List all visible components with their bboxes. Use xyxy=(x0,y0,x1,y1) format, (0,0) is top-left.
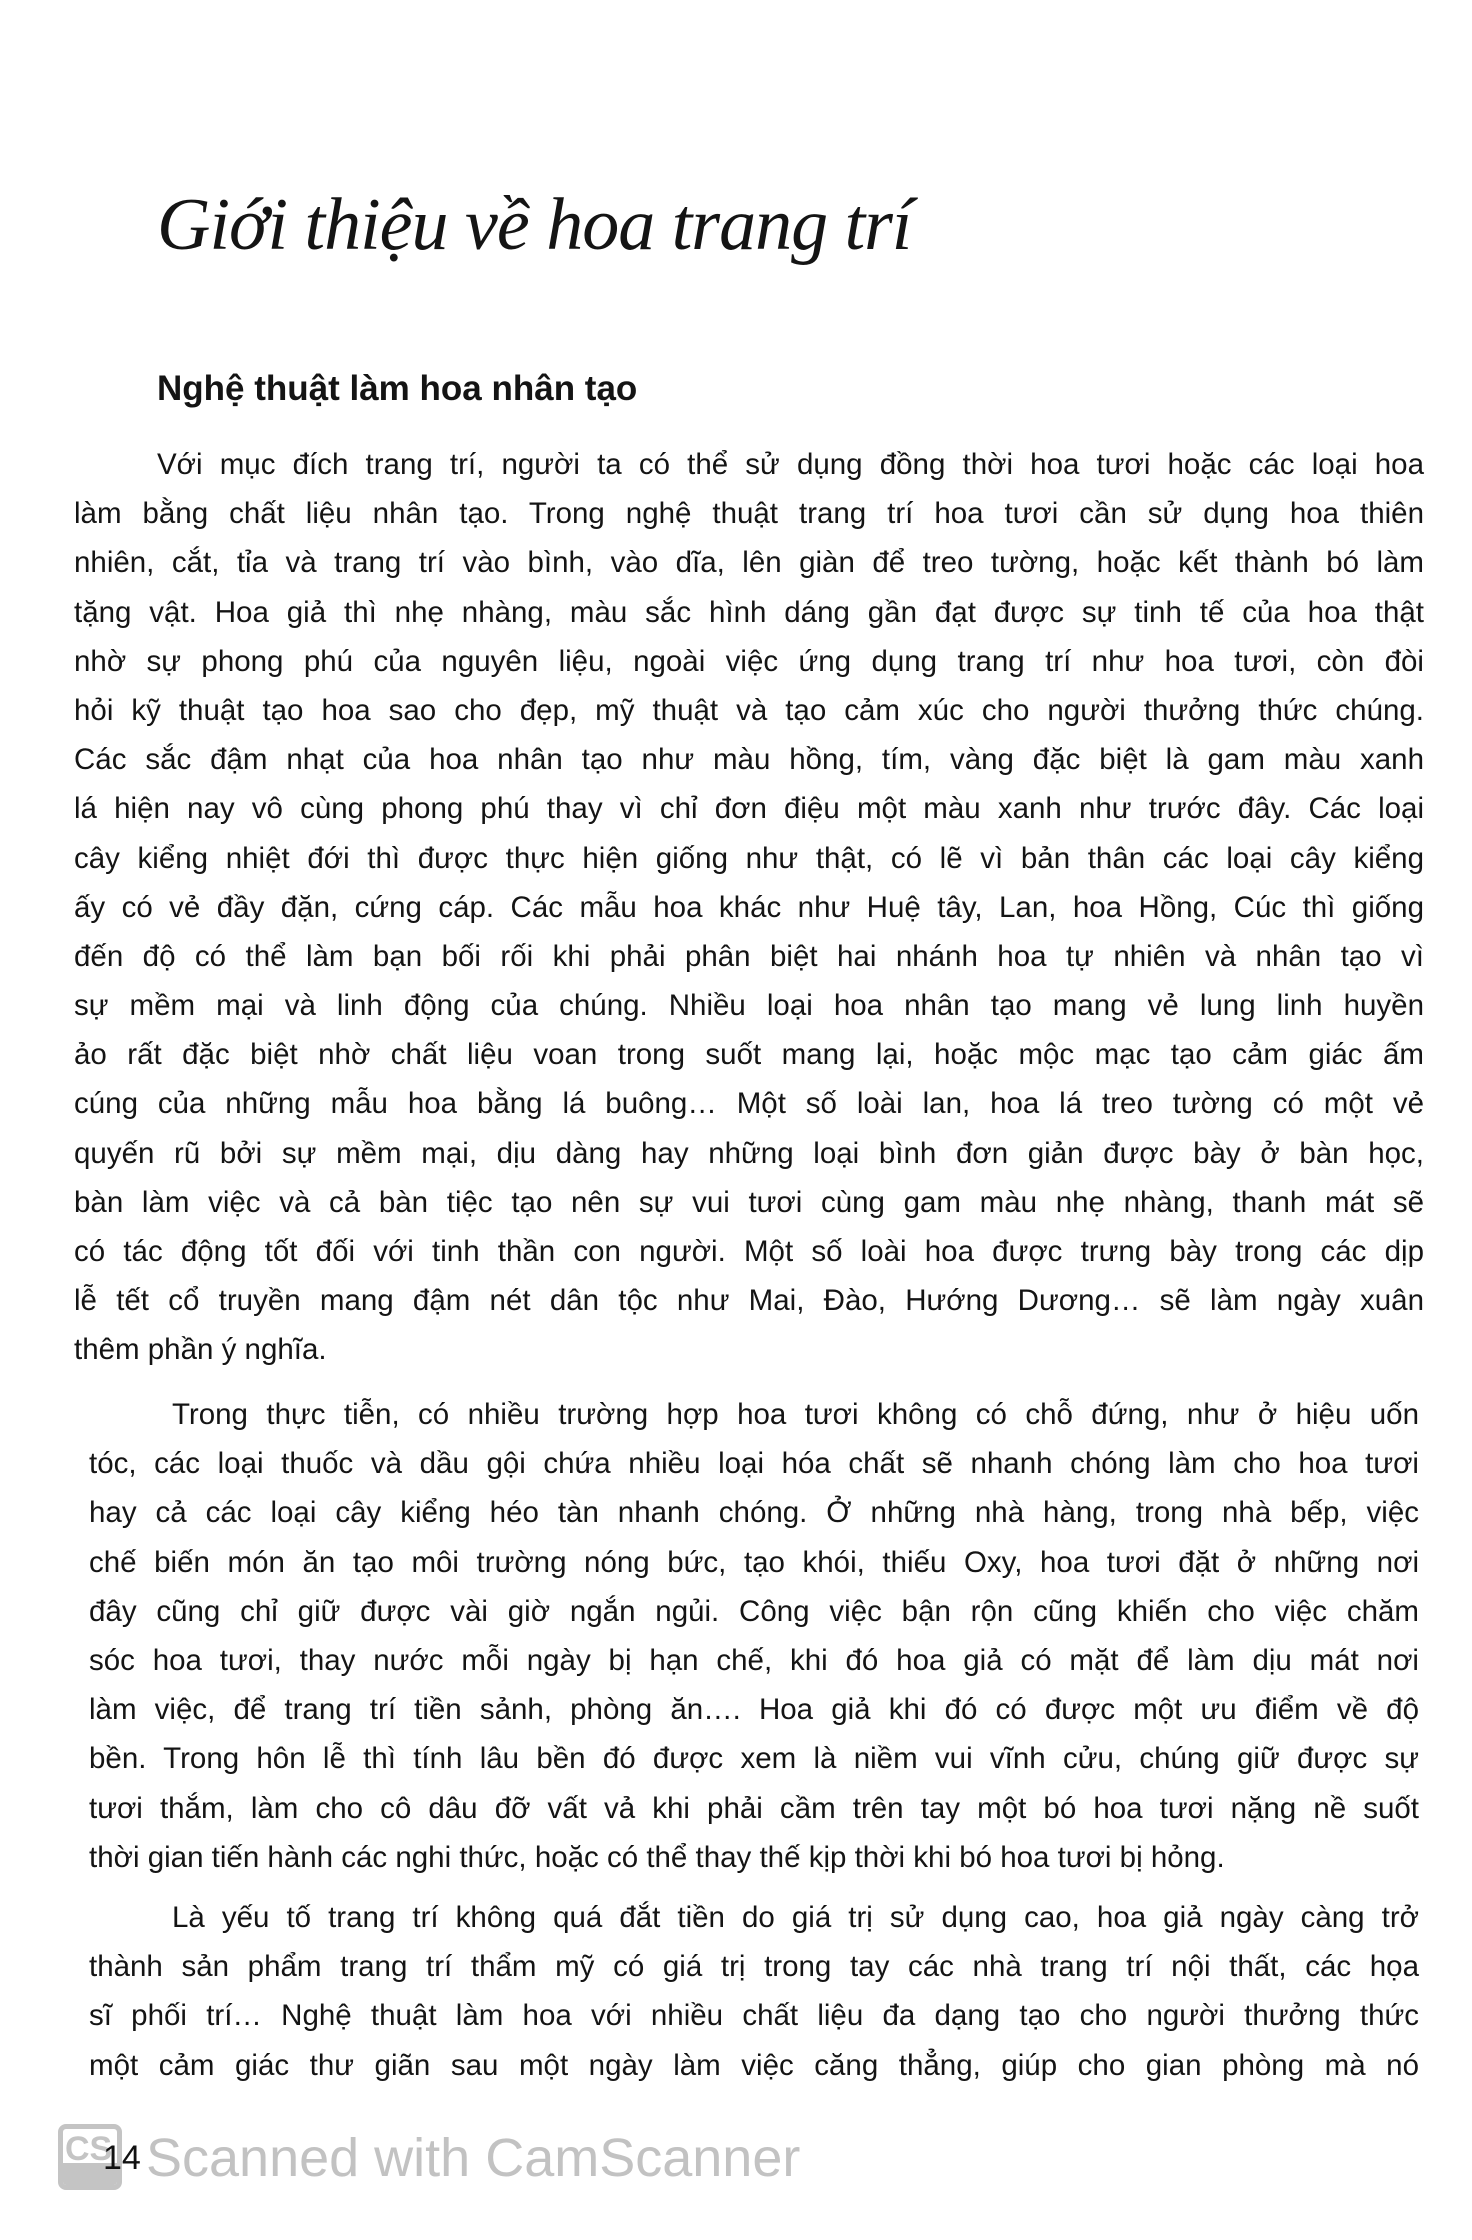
text-line: Trong thực tiễn, có nhiều trường hợp hoa tươi không có chỗ đứng, như ở hiệu uốn xyxy=(172,1398,1419,1431)
text-line: Là yếu tố trang trí không quá đắt tiền do giá trị sử dụng cao, hoa giả ngày càng trở xyxy=(172,1901,1419,1934)
text-line: sóc hoa tươi, thay nước mỗi ngày bị hạn chế, khi đó hoa giả có mặt để làm dịu mát nơi xyxy=(89,1643,1419,1677)
text-line: lễ tết cổ truyền mang đậm nét dân tộc như Mai, Đào, Hướng Dương… sẽ làm ngày xuân xyxy=(74,1284,1424,1318)
text-line: đây cũng chỉ giữ được vài giờ ngắn ngủi. Công việc bận rộn cũng khiến cho việc chăm xyxy=(89,1594,1419,1628)
text-line: thành sản phẩm trang trí thẩm mỹ có giá trị trong tay các nhà trang trí nội thất, các họa xyxy=(89,1950,1419,1984)
text-line: thời gian tiến hành các nghi thức, hoặc có thể thay thế kịp thời khi bó hoa tươi bị hỏng. xyxy=(89,1840,1225,1874)
text-line: ảo rất đặc biệt nhờ chất liệu voan trong suốt mang lại, hoặc mộc mạc tạo cảm giác ấm xyxy=(74,1038,1424,1072)
page-title: Giới thiệu về hoa trang trí xyxy=(157,184,912,266)
text-line: quyến rũ bởi sự mềm mại, dịu dàng hay những loại bình đơn giản được bày ở bàn học, xyxy=(74,1136,1424,1170)
text-line: lá hiện nay vô cùng phong phú thay vì chỉ đơn điệu một màu xanh như trước đây. Các loại xyxy=(74,792,1424,826)
page-number: 14 xyxy=(103,2139,141,2177)
text-line: thêm phần ý nghĩa. xyxy=(74,1333,327,1367)
scanner-watermark: Scanned with CamScanner xyxy=(146,2128,801,2188)
paragraph-2 xyxy=(89,1390,1419,1882)
text-line: sự mềm mại và linh động của chúng. Nhiều loại hoa nhân tạo mang vẻ lung linh huyền xyxy=(74,989,1424,1023)
section-heading: Nghệ thuật làm hoa nhân tạo xyxy=(157,369,638,408)
text-line: tươi thắm, làm cho cô dâu đỡ vất vả khi phải cầm trên tay một bó hoa tươi nặng nề suốt xyxy=(89,1791,1419,1825)
text-line: Với mục đích trang trí, người ta có thể sử dụng đồng thời hoa tươi hoặc các loại hoa xyxy=(157,448,1424,481)
text-line: Các sắc đậm nhạt của hoa nhân tạo như màu hồng, tím, vàng đặc biệt là gam màu xanh xyxy=(74,743,1424,777)
text-line: làm việc, để trang trí tiền sảnh, phòng ăn…. Hoa giả khi đó có được một ưu điểm về độ xyxy=(89,1693,1419,1727)
text-line: bền. Trong hôn lễ thì tính lâu bền đó được xem là niềm vui vĩnh cửu, chúng giữ được sự xyxy=(89,1742,1419,1776)
text-line: làm bằng chất liệu nhân tạo. Trong nghệ thuật trang trí hoa tươi cần sử dụng hoa thiên xyxy=(74,497,1424,531)
text-line: nhờ sự phong phú của nguyên liệu, ngoài việc ứng dụng trang trí như hoa tươi, còn đòi xyxy=(74,644,1424,678)
text-line: ấy có vẻ đầy đặn, cứng cáp. Các mẫu hoa khác như Huệ tây, Lan, hoa Hồng, Cúc thì giống xyxy=(74,890,1424,924)
footer xyxy=(58,2118,858,2200)
paragraph-3 xyxy=(89,1893,1419,2090)
paragraph-1 xyxy=(74,440,1424,1375)
text-line: cây kiểng nhiệt đới thì được thực hiện giống như thật, có lẽ vì bản thân các loại cây kiểng xyxy=(74,841,1424,875)
text-line: cúng của những mẫu hoa bằng lá buông… Một số loài lan, hoa lá treo tường có một vẻ xyxy=(74,1087,1424,1121)
text-line: đến độ có thể làm bạn bối rối khi phải phân biệt hai nhánh hoa tự nhiên và nhân tạo vì xyxy=(74,939,1424,973)
text-line: tặng vật. Hoa giả thì nhẹ nhàng, màu sắc hình dáng gần đạt được sự tinh tế của hoa thật xyxy=(74,595,1424,629)
text-line: hay cả các loại cây kiểng héo tàn nhanh chóng. Ở những nhà hàng, trong nhà bếp, việc xyxy=(89,1496,1419,1530)
text-line: sĩ phối trí… Nghệ thuật làm hoa với nhiều chất liệu đa dạng tạo cho người thưởng thức xyxy=(89,1999,1419,2033)
text-line: chế biến món ăn tạo môi trường nóng bức, tạo khói, thiếu Oxy, hoa tươi đặt ở những nơi xyxy=(89,1545,1419,1579)
text-line: nhiên, cắt, tỉa và trang trí vào bình, vào dĩa, lên giàn để treo tường, hoặc kết thành bó làm xyxy=(74,546,1424,580)
text-line: có tác động tốt đối với tinh thần con người. Một số loài hoa được trưng bày trong các dịp xyxy=(74,1235,1424,1268)
camscanner-logo-icon: CS xyxy=(58,2124,122,2190)
text-line: hỏi kỹ thuật tạo hoa sao cho đẹp, mỹ thuật và tạo cảm xúc cho người thưởng thức chúng. xyxy=(74,693,1424,727)
text-line: tóc, các loại thuốc và dầu gội chứa nhiều loại hóa chất sẽ nhanh chóng làm cho hoa tươi xyxy=(89,1447,1419,1481)
text-line: bàn làm việc và cả bàn tiệc tạo nên sự vui tươi cùng gam màu nhẹ nhàng, thanh mát sẽ xyxy=(74,1185,1424,1219)
text-line: một cảm giác thư giãn sau một ngày làm việc căng thẳng, giúp cho gian phòng mà nó xyxy=(89,2048,1419,2082)
